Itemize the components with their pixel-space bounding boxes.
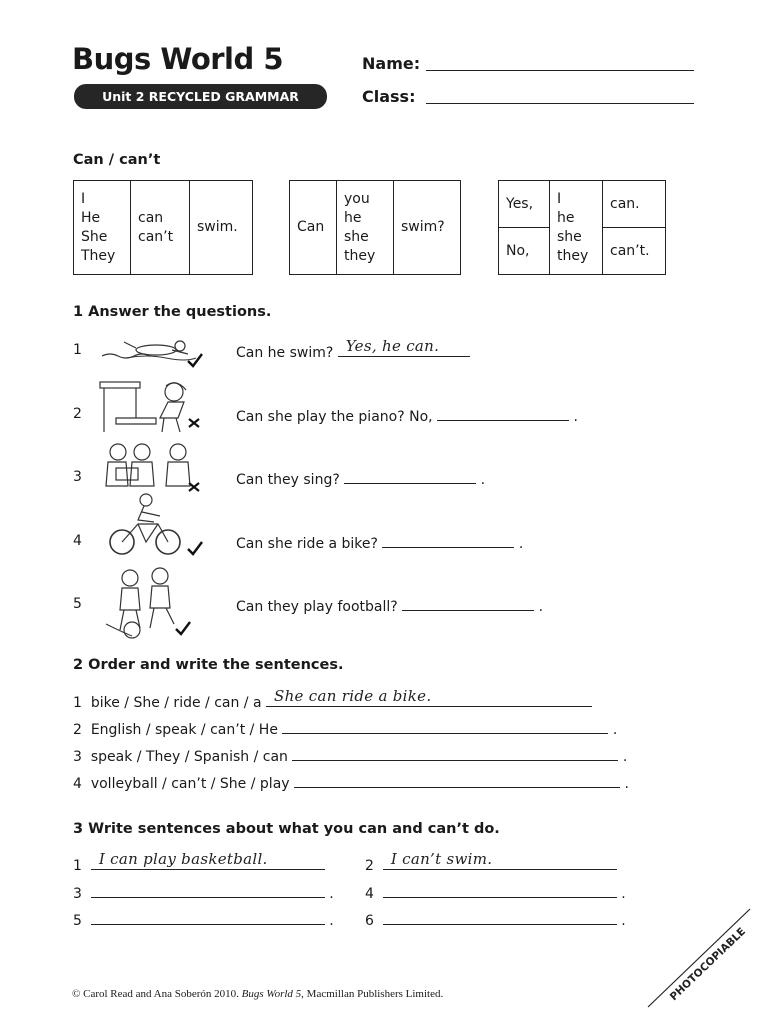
answer-line[interactable] (383, 910, 617, 925)
copyright-title: Bugs World 5 (241, 988, 302, 1000)
answer-line[interactable] (383, 883, 617, 898)
question-3 (236, 469, 485, 488)
answer-item: No, (506, 242, 530, 259)
sentence-2 (73, 719, 617, 738)
question-text: Can they sing? (236, 472, 340, 488)
subject-item: I (557, 190, 562, 207)
grammar-table-answers (498, 180, 666, 275)
line-suffix: . (480, 472, 486, 488)
answer-line[interactable] (402, 596, 534, 611)
subject-item: they (557, 247, 589, 264)
answer-item: Yes, (506, 195, 534, 212)
verb-item: swim? (401, 219, 445, 235)
subject-item: She (81, 228, 108, 245)
subject-item: you (344, 190, 370, 207)
item-number: 3 (73, 469, 82, 485)
photocopiable-corner (640, 905, 760, 1015)
subject-item: They (81, 247, 116, 264)
handwritten-answer: She can ride a bike. (274, 687, 432, 705)
own-sentence-4 (365, 883, 626, 902)
item-number: 2 (73, 406, 82, 422)
answer-line[interactable] (338, 337, 470, 357)
item-number: 3 (73, 749, 82, 765)
question-text: Can he swim? (236, 345, 334, 361)
handwritten-answer: I can’t swim. (390, 850, 493, 868)
subject-item: I (81, 190, 86, 207)
line-suffix: . (538, 599, 544, 615)
sentence-1 (73, 687, 592, 711)
question-1 (236, 337, 470, 361)
line-suffix: . (573, 409, 578, 425)
exercise1-heading: 1 Answer the questions. (73, 304, 272, 320)
exercise2-heading: 2 Order and write the sentences. (73, 657, 344, 673)
check-mark-icon (186, 540, 204, 556)
prompt-text: volleyball / can’t / She / play (90, 776, 290, 792)
check-mark-icon (186, 352, 204, 368)
item-number: 1 (73, 858, 82, 874)
worksheet-title: Bugs World 5 (72, 42, 284, 76)
own-sentence-3 (73, 883, 334, 902)
own-sentence-2 (365, 850, 617, 874)
answer-line[interactable] (344, 469, 476, 484)
unit-badge: Unit 2 RECYCLED GRAMMAR (74, 84, 327, 109)
question-text: Can they play football? (236, 599, 398, 615)
question-text: Can she play the piano? No, (236, 409, 433, 425)
ending-item: can. (610, 195, 640, 212)
modal-item: can (138, 209, 164, 226)
handwritten-answer: I can play basketball. (98, 850, 268, 868)
question-4 (236, 533, 523, 552)
answer-line[interactable] (91, 883, 325, 898)
modal-item: can’t (138, 228, 174, 245)
prompt-text: speak / They / Spanish / can (90, 749, 288, 765)
check-mark-icon (174, 620, 192, 636)
cross-mark-icon (186, 416, 202, 430)
line-suffix: . (329, 886, 334, 902)
prompt-text: English / speak / can’t / He (90, 722, 278, 738)
line-suffix: . (621, 886, 626, 902)
grammar-table-statements (73, 180, 253, 275)
prompt-text: bike / She / ride / can / a (90, 695, 262, 711)
answer-line[interactable] (437, 406, 569, 421)
exercise3-heading: 3 Write sentences about what you can and can’t do. (73, 821, 500, 837)
line-suffix: . (612, 722, 618, 738)
class-label: Class: (362, 87, 416, 106)
copyright-pre: © Carol Read and Ana Soberón 2010. (72, 988, 242, 1000)
item-number: 2 (365, 858, 374, 874)
subject-item: she (344, 228, 369, 245)
line-suffix: . (621, 913, 626, 929)
item-number: 1 (73, 342, 82, 358)
copyright-post: , Macmillan Publishers Limited. (301, 988, 444, 1000)
item-number: 4 (365, 886, 374, 902)
question-text: Can she ride a bike? (236, 536, 378, 552)
grammar-heading: Can / can’t (73, 152, 161, 168)
ending-item: can’t. (610, 242, 650, 259)
subject-item: He (81, 209, 101, 226)
subject-item: he (344, 209, 362, 226)
answer-line[interactable] (91, 910, 325, 925)
answer-line[interactable] (294, 773, 620, 788)
item-number: 1 (73, 695, 82, 711)
question-5 (236, 596, 543, 615)
item-number: 4 (73, 776, 82, 792)
answer-line[interactable] (383, 850, 617, 870)
subject-item: he (557, 209, 575, 226)
line-suffix: . (624, 776, 629, 792)
line-suffix: . (622, 749, 628, 765)
item-number: 2 (73, 722, 82, 738)
copyright-notice (72, 988, 443, 1000)
photocopiable-label: PHOTOCOPIABLE (667, 925, 749, 1004)
item-number: 5 (73, 596, 82, 612)
subject-item: they (344, 247, 376, 264)
handwritten-answer: Yes, he can. (345, 337, 440, 355)
answer-line[interactable] (266, 687, 592, 707)
name-label: Name: (362, 54, 421, 73)
answer-line[interactable] (292, 746, 618, 761)
class-field[interactable] (426, 103, 694, 104)
cyclist-icon (106, 492, 190, 558)
sentence-4 (73, 773, 629, 792)
item-number: 4 (73, 533, 82, 549)
item-number: 5 (73, 913, 82, 929)
line-suffix: . (518, 536, 524, 552)
answer-line[interactable] (382, 533, 514, 548)
own-sentence-1 (73, 850, 325, 874)
modal-item: Can (297, 219, 325, 235)
line-suffix: . (329, 913, 334, 929)
item-number: 3 (73, 886, 82, 902)
name-field[interactable] (426, 70, 694, 71)
answer-line[interactable] (282, 719, 608, 734)
sentence-3 (73, 746, 627, 765)
grammar-table-questions (289, 180, 461, 275)
question-2 (236, 406, 578, 425)
answer-line[interactable] (91, 850, 325, 870)
own-sentence-5 (73, 910, 334, 929)
item-number: 6 (365, 913, 374, 929)
own-sentence-6 (365, 910, 626, 929)
subject-item: she (557, 228, 582, 245)
verb-item: swim. (197, 219, 238, 235)
